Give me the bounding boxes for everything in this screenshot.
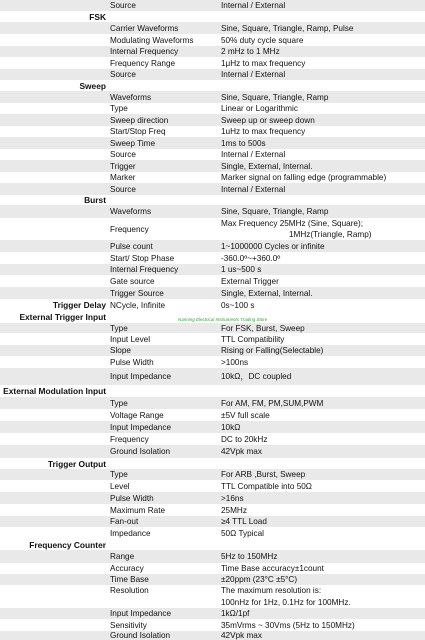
spec-label: Source — [110, 150, 136, 159]
spec-label: Resolution — [110, 586, 149, 595]
spec-row — [0, 563, 425, 574]
spec-row — [0, 433, 425, 445]
spec-row — [0, 299, 425, 311]
spec-value: For ARB ,Burst, Sweep — [221, 470, 306, 479]
spec-value: 42Vpk max — [221, 447, 262, 456]
spec-row — [0, 46, 425, 57]
spec-value: ±20ppm (23°C ±5°C) — [221, 575, 298, 584]
spec-value: 2 mHz to 1 MHz — [221, 47, 280, 56]
spec-value: Internal / External — [221, 150, 286, 159]
spec-row — [0, 333, 425, 345]
spec-label: Input Impedance — [110, 372, 171, 381]
spec-row — [0, 91, 425, 103]
spec-row — [0, 69, 425, 80]
spec-row — [0, 585, 425, 596]
spec-label: Fan-out — [110, 517, 139, 526]
spec-row — [0, 527, 425, 539]
spec-row — [0, 480, 425, 492]
spec-row — [0, 608, 425, 619]
spec-label: Frequency — [110, 434, 149, 444]
spec-row — [0, 22, 425, 34]
spec-row — [0, 469, 425, 480]
spec-value: TTL Compatible into 50Ω — [221, 481, 312, 491]
spec-row — [0, 252, 425, 264]
spec-value: 10kΩ — [221, 422, 241, 432]
section-header-external-modulation-input — [0, 385, 425, 397]
section-title: Trigger Delay — [52, 300, 106, 310]
spec-value: 1uHz to max frequency — [221, 127, 306, 136]
spec-label: Level — [110, 481, 130, 491]
section-title: Sweep — [79, 80, 106, 91]
spec-label: Sweep direction — [110, 115, 169, 125]
spec-value: 42Vpk max — [221, 631, 262, 640]
spec-row — [0, 287, 425, 299]
spec-value: TTL Compatibility — [221, 334, 285, 344]
spec-label: Pulse count — [110, 241, 153, 251]
spec-value-line: Max Frequency 25MHz (Sine, Square); — [221, 219, 363, 228]
spec-value: External Trigger — [221, 276, 279, 286]
spec-value: 0s~100 s — [221, 300, 255, 310]
spec-row — [0, 356, 425, 368]
spec-value: For FSK, Burst, Sweep — [221, 323, 305, 333]
spec-value: ±5V full scale — [221, 410, 270, 420]
spec-value: Single, External, Internal. — [221, 288, 313, 298]
spec-row — [0, 160, 425, 172]
spec-row — [0, 619, 425, 631]
spec-value: -360.0º~+360.0º — [221, 253, 281, 263]
spec-label: Modulating Waveforms — [110, 35, 194, 45]
spec-value: Sweep up or sweep down — [221, 115, 315, 125]
spec-label: Sensitivity — [110, 620, 147, 630]
spec-row — [0, 445, 425, 458]
spec-row — [0, 574, 425, 585]
store-watermark: Nanning Electrical Instruments Trading Store — [178, 317, 268, 322]
spec-value: Sine, Square, Triangle, Ramp, Pulse — [221, 23, 354, 33]
spec-row — [0, 421, 425, 433]
spec-value: 1~1000000 Cycles or infinite — [221, 241, 325, 251]
spec-value: 100nHz for 1Hz, 0.1Hz for 100MHz. — [221, 597, 351, 607]
spec-row — [0, 504, 425, 516]
spec-row — [0, 492, 425, 504]
spec-label: Pulse Width — [110, 493, 154, 503]
section-title: Frequency Counter — [29, 539, 106, 550]
section-title: External Trigger Input — [19, 312, 106, 322]
spec-row — [0, 596, 425, 608]
spec-value: Sine, Square, Triangle, Ramp — [221, 207, 329, 216]
spec-value: 50% duty cycle square — [221, 35, 304, 45]
section-title: External Modulation Input — [3, 386, 106, 396]
spec-label: Pulse Width — [110, 357, 154, 367]
spec-label: Source — [110, 184, 136, 194]
spec-row — [0, 114, 425, 126]
spec-label: Trigger Source — [110, 288, 164, 298]
spec-label: Marker — [110, 173, 136, 182]
spec-label: Type — [110, 323, 128, 333]
section-title: FSK — [89, 11, 106, 22]
spec-value: Single, External, Internal. — [221, 161, 313, 171]
spec-value: The maximum resolution is: — [221, 586, 322, 595]
spec-label: Source — [110, 70, 136, 79]
spec-label: Range — [110, 552, 135, 561]
section-title: Trigger Output — [47, 458, 106, 469]
section-header-burst — [0, 195, 425, 205]
spec-value: Internal / External — [221, 1, 286, 10]
spec-label: Gate source — [110, 276, 155, 286]
spec-label: Frequency Range — [110, 58, 176, 68]
spec-value: Linear or Logarithmic — [221, 104, 298, 113]
section-header-frequency-counter — [0, 539, 425, 550]
spec-row — [0, 218, 425, 240]
spec-label: Input Level — [110, 334, 151, 344]
spec-label: Slope — [110, 346, 131, 355]
spec-value: Sine, Square, Triangle, Ramp — [221, 92, 329, 102]
section-header-fsk — [0, 11, 425, 22]
spec-row — [0, 275, 425, 287]
spec-value: 35mVrms ~ 30Vms (5Hz to 150MHz) — [221, 620, 355, 630]
spec-label: Type — [110, 470, 128, 479]
spec-label: Internal Frequency — [110, 265, 179, 274]
spec-row — [0, 631, 425, 640]
spec-row — [0, 57, 425, 69]
spec-value: Internal / External — [221, 184, 286, 194]
spec-label: Trigger — [110, 161, 136, 171]
spec-value: >16ns — [221, 493, 244, 503]
spec-label: Ground Isolation — [110, 447, 171, 456]
spec-row — [0, 103, 425, 114]
spec-value: 1kΩ/1pf — [221, 609, 250, 618]
spec-label: Start/ Stop Phase — [110, 253, 175, 263]
spec-label: Input Impedance — [110, 609, 171, 618]
spec-label: Type — [110, 104, 128, 113]
spec-label: Ground Isolation — [110, 631, 171, 640]
spec-label: Carrier Waveforms — [110, 23, 179, 33]
spec-row — [0, 550, 425, 563]
spec-label: Impedance — [110, 528, 151, 538]
spec-value: 50Ω Typical — [221, 528, 264, 538]
spec-value: Time Base accuracy±1count — [221, 564, 324, 573]
spec-label: Input Impedance — [110, 422, 171, 432]
spec-value: 5Hz to 150MHz — [221, 552, 278, 561]
spec-row — [0, 264, 425, 275]
section-title: Burst — [84, 195, 106, 205]
spec-label: Time Base — [110, 575, 149, 584]
spec-label: Internal Frequency — [110, 47, 179, 56]
spec-label: Voltage Range — [110, 410, 164, 420]
spec-label: Sweep Time — [110, 138, 156, 148]
spec-label: Maximum Rate — [110, 505, 166, 515]
spec-value: >100ns — [221, 357, 249, 367]
spec-value-line: 1MHz(Triangle, Ramp) — [289, 230, 372, 239]
spec-row — [0, 149, 425, 160]
spec-value: 1ms to 500s — [221, 138, 266, 148]
spec-row — [0, 516, 425, 527]
spec-label: NCycle, Infinite — [110, 300, 166, 310]
spec-value: 25MHz — [221, 505, 247, 515]
spec-value: 1μHz to max frequency — [221, 58, 306, 68]
spec-row — [0, 409, 425, 421]
spec-row — [0, 137, 425, 149]
spec-row — [0, 34, 425, 46]
spec-label: Waveforms — [110, 92, 152, 102]
spec-row — [0, 397, 425, 409]
spec-row — [0, 0, 425, 11]
section-header-sweep — [0, 80, 425, 91]
section-header-trigger-output — [0, 458, 425, 469]
spec-label: Frequency — [110, 224, 149, 234]
spec-row — [0, 240, 425, 252]
spec-value: ≥4 TTL Load — [221, 517, 267, 526]
spec-label: Waveforms — [110, 207, 152, 216]
spec-row — [0, 345, 425, 356]
spec-label: Type — [110, 398, 128, 408]
spec-row — [0, 323, 425, 333]
spec-value: 10kΩ，DC coupled — [221, 372, 292, 381]
spec-row — [0, 172, 425, 183]
spec-value — [221, 218, 425, 240]
spec-value: For AM, FM, PM,SUM,PWM — [221, 398, 324, 408]
spec-row — [0, 126, 425, 137]
spec-value: Internal / External — [221, 70, 286, 79]
spec-label: Source — [110, 1, 136, 10]
spec-label: Accuracy — [110, 564, 144, 573]
spec-label: Start/Stop Freq — [110, 127, 166, 136]
spec-value: DC to 20kHz — [221, 434, 268, 444]
spec-value: Marker signal on falling edge (programmable) — [221, 173, 387, 182]
spec-value: Rising or Falling(Selectable) — [221, 346, 324, 355]
spec-row — [0, 183, 425, 195]
spec-row — [0, 205, 425, 218]
spec-value: 1 us~500 s — [221, 265, 262, 274]
spec-row — [0, 368, 425, 385]
